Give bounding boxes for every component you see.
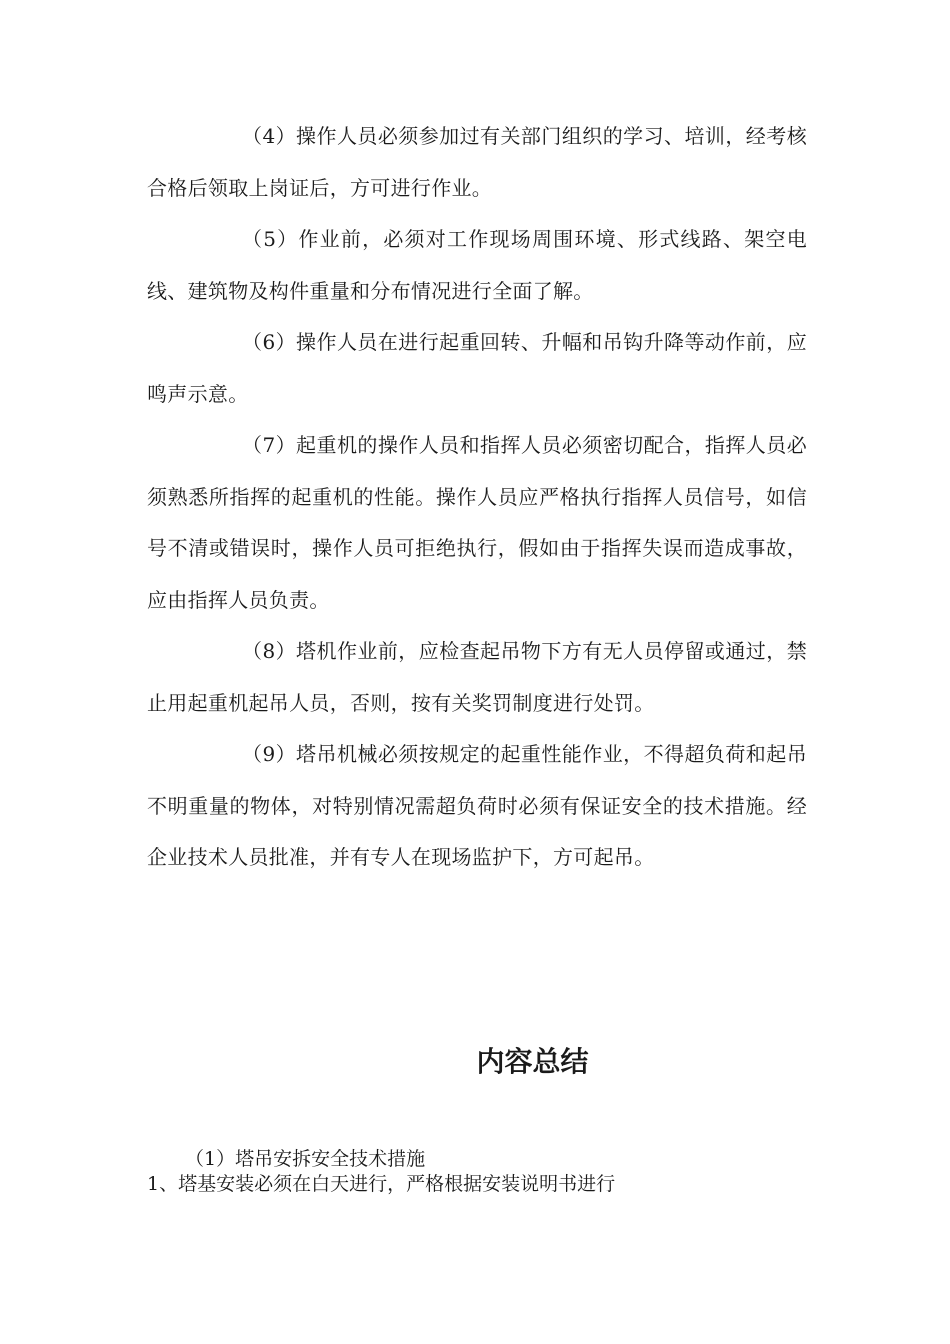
paragraph-5: （5）作业前，必须对工作现场周围环境、形式线路、架空电线、建筑物及构件重量和分布情况进行全面了解。 — [147, 227, 807, 303]
paragraph-8: （8）塔机作业前，应检查起吊物下方有无人员停留或通过，禁止用起重机起吊人员，否则，按有关奖罚制度进行处罚。 — [147, 639, 807, 715]
paragraph-7: （7）起重机的操作人员和指挥人员必须密切配合，指挥人员必须熟悉所指挥的起重机的性能。操作人员应严格执行指挥人员信号，如信号不清或错误时，操作人员可拒绝执行，假如由于指挥失误而造成事故，应由指挥人员负责。 — [147, 433, 807, 612]
paragraph-9: （9）塔吊机械必须按规定的起重性能作业，不得超负荷和起吊不明重量的物体，对特别情况需超负荷时必须有保证安全的技术措施。经企业技术人员批准，并有专人在现场监护下，方可起吊。 — [147, 742, 807, 869]
paragraph-4: （4）操作人员必须参加过有关部门组织的学习、培训，经考核合格后领取上岗证后，方可进行作业。 — [147, 124, 807, 200]
paragraph-6: （6）操作人员在进行起重回转、升幅和吊钩升降等动作前，应鸣声示意。 — [147, 330, 807, 406]
summary-item-1: 1、塔基安装必须在白天进行，严格根据安装说明书进行 — [147, 1173, 616, 1195]
summary-subheading: （1）塔吊安拆安全技术措施 — [185, 1148, 426, 1170]
summary-title: 内容总结 — [476, 1045, 589, 1078]
